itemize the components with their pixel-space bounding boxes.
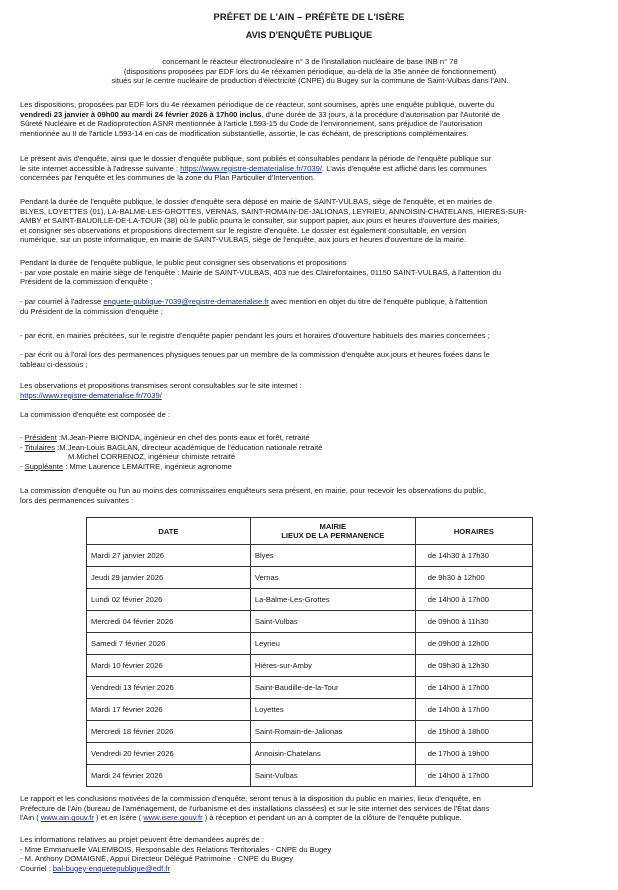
ain-gouv-link[interactable]: www.ain.gouv.fr: [40, 813, 94, 823]
table-row: [87, 743, 533, 765]
suppleante-label: Suppléante: [24, 461, 64, 471]
paragraph-contacts: [20, 835, 600, 873]
horaire-cell: de 14h00 à 17h00: [415, 677, 532, 699]
lieu-cell: Saint-Romain-de-Jalionas: [250, 721, 415, 743]
lieu-cell: Saint-Vulbas: [250, 611, 415, 633]
page-title: PRÉFET DE L'AIN – PRÉFÈTE DE L'ISÈRE: [213, 11, 405, 22]
date-cell: Mardi 24 février 2026: [87, 765, 251, 787]
paragraph-observations: [20, 381, 600, 400]
lieu-cell: Saint-Vulbas: [250, 765, 415, 787]
text-line: [20, 110, 600, 120]
text-line: lors des permanences suivantes :: [20, 495, 134, 505]
table-row: [87, 589, 533, 611]
paragraph-courriel: [20, 297, 600, 316]
table-row: [87, 545, 533, 567]
titulaire-name: M.Michel CORRENOZ, ingénieur chimiste retraité: [68, 452, 236, 462]
table-row: [87, 611, 533, 633]
text-line: [20, 864, 600, 874]
date-cell: Mercredi 04 février 2026: [87, 611, 251, 633]
text-line: - par écrit, en mairies précitées, sur le registre d'enquête papier pendant les jours et horaires d'ouverture habituels des mairies concernées ;: [20, 331, 490, 340]
paragraph-depot-dossier: [20, 197, 600, 245]
paragraph-publication: [20, 154, 600, 183]
date-cell: Mardi 17 février 2026: [87, 699, 251, 721]
paragraph-rapport: [20, 794, 600, 823]
intro-line: situés sur le centre nucléaire de production d'électricité (CNPE) du Bugey sur la commune de Saint-Vulbas dans l'AIN.: [111, 76, 509, 86]
text-line: Les observations et propositions transmises seront consultables sur le site internet :: [20, 381, 302, 390]
lieu-cell: Hières-sur-Amby: [250, 655, 415, 677]
observations-link[interactable]: https://www.registre-dematerialise.fr/7039/: [20, 390, 162, 400]
horaire-cell: de 14h00 à 17h00: [415, 589, 532, 611]
text-fragment: - par courriel à l'adresse: [20, 297, 104, 306]
table-row: [87, 677, 533, 699]
date-cell: Mardi 27 janvier 2026: [87, 545, 251, 567]
text-line: - M. Anthony DOMAIGNÉ, Appui Directeur Délégué Patrimoine - CNPE du Bugey: [20, 854, 294, 864]
lieu-cell: La-Balme-Les-Grottes: [250, 589, 415, 611]
horaire-cell: de 09h00 à 12h00: [415, 633, 532, 655]
text-fragment: l'Ain (: [20, 813, 41, 823]
text-line: Les informations relatives au projet peuvent être demandées auprès de :: [20, 835, 264, 844]
paragraph-voie-postale: [20, 258, 600, 287]
header-mairie: [250, 518, 415, 545]
header-horaires: HORAIRES: [415, 518, 532, 545]
table-row: [87, 655, 533, 677]
horaire-cell: de 14h30 à 17h30: [415, 545, 532, 567]
president-label: Président: [24, 433, 57, 442]
commission-members: [20, 433, 600, 471]
table-row: [87, 721, 533, 743]
text-line: tableau ci-dessous ;: [20, 359, 88, 369]
lieu-cell: Leyrieu: [250, 633, 415, 655]
text-fragment: Courriel :: [20, 863, 53, 873]
text-line: [20, 297, 600, 307]
president-line: - Président :M.Jean-Pierre BIONDA, ingénieur en chef des ponts eaux et forêt, retraité: [20, 433, 310, 442]
table-row: [87, 765, 533, 787]
text-line: concernées par l'enquête et les communes de la zone du Plan Particulier d'Intervention.: [20, 173, 316, 183]
titulaire-line: - Titulaires :M.Jean-Louis BAGLAN, directeur académique de l'éducation nationale retraité: [20, 442, 323, 452]
text-line: Les dispositions, proposées par EDF lors du 4e réexamen périodique de ce réacteur, sont soumises, après une enquête publique, ouverte du: [20, 100, 495, 109]
text-fragment: le site internet accessible à l'adresse suivante :: [20, 163, 181, 173]
header-mairie-line: LIEUX DE LA PERMANENCE: [281, 531, 385, 540]
suppleante-name: : Mme Laurence LEMAITRE, ingénieur agronome: [63, 461, 232, 471]
header-mairie-line: MAIRIE: [319, 522, 347, 531]
table-row: [87, 633, 533, 655]
horaire-cell: de 15h00 à 18h00: [415, 721, 532, 743]
table-row: [87, 567, 533, 589]
table-row: [87, 699, 533, 721]
paragraph-presence: [20, 486, 600, 505]
horaire-cell: de 09h00 à 11h30: [415, 611, 532, 633]
text-line: [20, 813, 600, 823]
text-line: et consigner ses observations et propositions directement sur le registre d'enquête. Le dossier est également consultable, en version: [20, 225, 466, 235]
suppleante-line: - Suppléante : Mme Laurence LEMAITRE, ingénieur agronome: [20, 461, 232, 471]
text-line: AMBY et SAINT-BAUDILLE-DE-LA-TOUR (38) où le public pourra le consulter, sur support papier, aux jours et heures d'ouverture des mairies,: [20, 216, 500, 226]
text-line: - par voie postale en mairie siège de l'enquête : Mairie de SAINT-VULBAS, 403 rue des Clairefontaines, 01150 SAINT-VULBAS, à l'attention du: [20, 267, 502, 277]
text-fragment: avec mention en objet du titre de l'enquête publique, à l'attention: [268, 297, 488, 306]
text-fragment: ) et en Isère (: [93, 813, 144, 823]
text-line: Président de la commission d'enquête ;: [20, 277, 153, 287]
contact-email-link[interactable]: bal-bugey-enquetepublique@edf.fr: [52, 863, 170, 873]
horaire-cell: de 17h00 à 19h00: [415, 743, 532, 765]
page-subtitle: AVIS D'ENQUÊTE PUBLIQUE: [245, 30, 373, 40]
date-cell: Jeudi 29 janvier 2026: [87, 567, 251, 589]
commission-intro: [20, 410, 600, 420]
lieu-cell: Blyes: [250, 545, 415, 567]
president-name: :M.Jean-Pierre BIONDA, ingénieur en chef des ponts eaux et forêt, retraité: [56, 433, 310, 442]
titulaire-name: :M.Jean-Louis BAGLAN, directeur académique de l'éducation nationale retraité: [55, 442, 323, 452]
text-line: BLYES, LOYETTES (01), LA-BALME-LES-GROTTES, VERNAS, SAINT-ROMAIN-DE-JALIONAS, LEYRIEU, ANNOISIN-CHATELANS, HIERES-SUR-: [20, 206, 527, 216]
paragraph-permanences: [20, 350, 600, 369]
lieu-cell: Vernas: [250, 567, 415, 589]
horaire-cell: de 09h30 à 12h30: [415, 655, 532, 677]
text-line: Préfecture de l'Ain (bureau de l'aménagement, de l'urbanisme et des installations classées) et sur le site internet des services de l'État dans: [20, 803, 490, 813]
intro-line: concernant le réacteur électronucléaire n° 3 de l'installation nucléaire de base INB n° 78: [162, 57, 458, 66]
lieu-cell: Saint-Baudille-de-la-Tour: [250, 677, 415, 699]
horaire-cell: de 14h00 à 17h00: [415, 765, 532, 787]
intro-block: [60, 57, 560, 86]
text-line: du Président de la commission d'enquête ;: [20, 306, 163, 316]
isere-gouv-link[interactable]: www.isere.gouv.fr: [143, 813, 203, 823]
date-cell: Mardi 10 février 2026: [87, 655, 251, 677]
registre-link[interactable]: https://www.registre-dematerialise.fr/7039/: [180, 163, 322, 173]
text-line: Pendant la durée de l'enquête publique, le public peut consigner ses observations et propositions: [20, 258, 347, 267]
email-link[interactable]: enquete-publique-7039@registre-dematerialise.fr: [103, 297, 269, 306]
paragraph-par-ecrit: [20, 331, 600, 341]
text-line: numérique, sur un poste informatique, en mairie de SAINT-VULBAS, siège de l'enquête, aux jours et heures d'ouverture de la mairie.: [20, 235, 467, 245]
date-cell: Vendredi 13 février 2026: [87, 677, 251, 699]
table-header-row: [87, 518, 533, 545]
intro-line: (dispositions proposées par EDF lors du 4e réexamen périodique, au-delà de la 35e année de fonctionnement): [123, 66, 497, 76]
text-line: - par écrit ou à l'oral lors des permanences physiques tenues par un membre de la commission d'enquête aux jours et heures fixées dans le: [20, 350, 490, 359]
date-cell: Samedi 7 février 2026: [87, 633, 251, 655]
enquete-dates: vendredi 23 janvier à 09h00 au mardi 24 février 2026 à 17h00 inclus: [20, 109, 262, 119]
date-cell: Vendredi 20 février 2026: [87, 743, 251, 765]
titulaires-label: Titulaires: [24, 442, 56, 452]
text-line: [20, 164, 600, 174]
date-cell: Lundi 02 février 2026: [87, 589, 251, 611]
text-line: La commission d'enquête est composée de :: [20, 410, 171, 419]
permanences-table: [86, 517, 533, 787]
text-line: Le rapport et les conclusions motivées de la commission d'enquête, seront tenus à la disposition du public en mairies, lieux d'enquête, en: [20, 794, 481, 803]
text-line: - Mme Emmanuelle VALEMBOIS, Responsable des Relations Territoriales - CNPE du Bugey: [20, 844, 332, 854]
lieu-cell: Loyettes: [250, 699, 415, 721]
text-fragment: ) à réception et pendant un an à compter de la clôture de l'enquête publique.: [202, 813, 462, 823]
table-body: [87, 545, 533, 787]
text-line: Sûreté Nucléaire et de Radioprotection ASNR mentionnée à l'article L593-15 du Code de l'environnement, sans préjudice de l'autorisation: [20, 119, 483, 129]
text-fragment: , d'une durée de 33 jours, à la procédure d'autorisation par l'Autorité de: [261, 109, 501, 119]
lieu-cell: Annoisin-Chatelans: [250, 743, 415, 765]
text-line: mentionnée au II de l'article L593-14 en cas de modification substantielle, assortie, le cas échéant, de prescriptions complémentaires.: [20, 128, 469, 138]
horaire-cell: de 14h00 à 17h00: [415, 699, 532, 721]
text-line: La commission d'enquête ou l'un au moins des commissaires enquêteurs sera présent, en mairie, pour recevoir les observations du public,: [20, 486, 486, 495]
header-date: DATE: [87, 518, 251, 545]
text-fragment: . L'avis d'enquête est affiché dans les communes: [321, 163, 487, 173]
paragraph-dispositions: [20, 100, 600, 138]
text-line: Le présent avis d'enquête, ainsi que le dossier d'enquête publique, sont publiés et consultables pendant la période de l'enquête publique sur: [20, 154, 492, 163]
date-cell: Mercredi 18 février 2026: [87, 721, 251, 743]
text-line: Pendant la durée de l'enquête publique, le dossier d'enquête sera déposé en mairie de SAINT-VULBAS, siège de l'enquête, et en mairies de: [20, 197, 493, 206]
horaire-cell: de 9h30 à 12h00: [415, 567, 532, 589]
